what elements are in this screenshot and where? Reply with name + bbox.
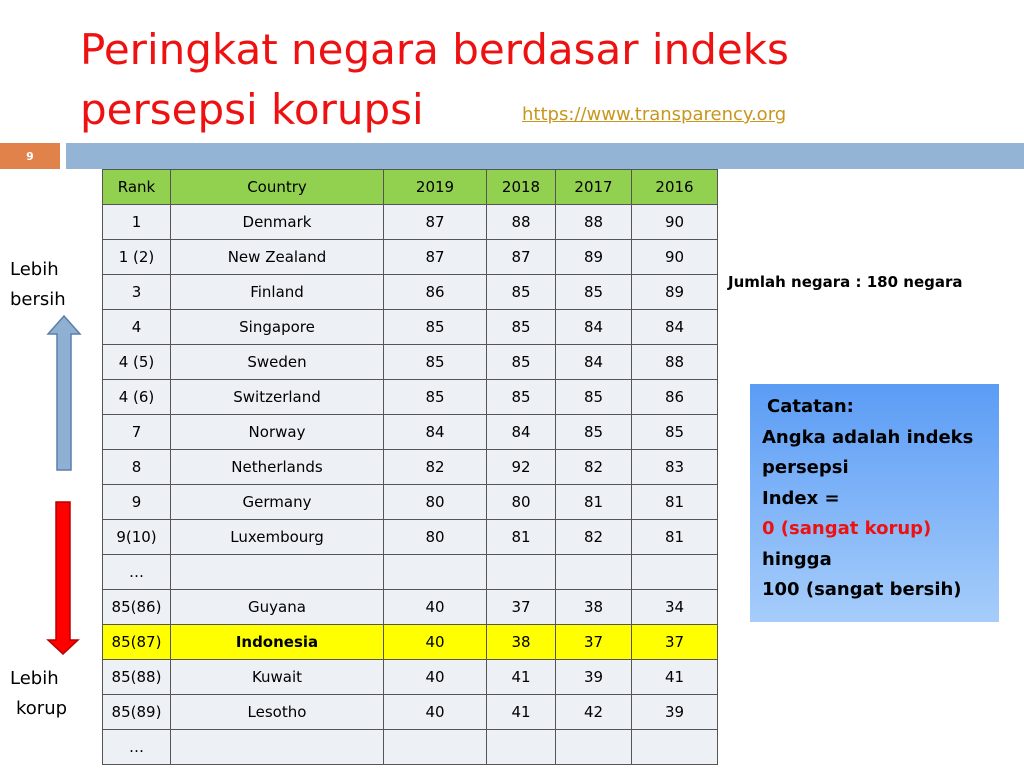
score-cell: 40 bbox=[384, 590, 487, 625]
table-row bbox=[103, 450, 718, 485]
corrupt-label-line-2: korup bbox=[16, 698, 68, 719]
score-cell bbox=[556, 555, 632, 590]
score-cell: 85 bbox=[556, 275, 632, 310]
score-cell: 82 bbox=[556, 520, 632, 555]
note-heading: Catatan: bbox=[767, 396, 854, 417]
rank-cell: 4 bbox=[103, 310, 171, 345]
note-box bbox=[750, 384, 999, 622]
country-cell: Kuwait bbox=[171, 660, 384, 695]
arrow-down-icon bbox=[48, 502, 78, 654]
score-cell: 87 bbox=[384, 240, 487, 275]
score-cell: 85 bbox=[384, 310, 487, 345]
score-cell: 87 bbox=[487, 240, 556, 275]
arrow-up-icon bbox=[48, 316, 80, 470]
column-header: Country bbox=[171, 170, 384, 205]
score-cell: 41 bbox=[487, 660, 556, 695]
score-cell: 85 bbox=[487, 275, 556, 310]
corrupt-label-line-1: Lebih bbox=[10, 668, 59, 689]
direction-arrows bbox=[40, 310, 90, 660]
score-cell: 80 bbox=[384, 485, 487, 520]
score-cell: 88 bbox=[632, 345, 718, 380]
score-cell: 38 bbox=[556, 590, 632, 625]
score-cell: 89 bbox=[556, 240, 632, 275]
score-cell: 84 bbox=[556, 345, 632, 380]
table-row bbox=[103, 240, 718, 275]
score-cell: 83 bbox=[632, 450, 718, 485]
country-cell bbox=[171, 555, 384, 590]
rank-cell: 9 bbox=[103, 485, 171, 520]
score-cell: 84 bbox=[632, 310, 718, 345]
score-cell: 85 bbox=[487, 380, 556, 415]
table-row bbox=[103, 205, 718, 240]
rank-cell: … bbox=[103, 555, 171, 590]
country-cell bbox=[171, 730, 384, 765]
rank-cell: 85(87) bbox=[103, 625, 171, 660]
score-cell: 84 bbox=[384, 415, 487, 450]
column-header: 2017 bbox=[556, 170, 632, 205]
score-cell: 82 bbox=[556, 450, 632, 485]
table-body bbox=[103, 205, 718, 765]
country-cell: Indonesia bbox=[171, 625, 384, 660]
table-row bbox=[103, 380, 718, 415]
score-cell: 82 bbox=[384, 450, 487, 485]
score-cell: 39 bbox=[556, 660, 632, 695]
corrupt-label bbox=[10, 664, 67, 724]
country-cell: Guyana bbox=[171, 590, 384, 625]
score-cell: 37 bbox=[632, 625, 718, 660]
score-cell: 81 bbox=[632, 520, 718, 555]
table-row bbox=[103, 520, 718, 555]
table-row bbox=[103, 695, 718, 730]
rank-cell: 85(86) bbox=[103, 590, 171, 625]
score-cell: 81 bbox=[487, 520, 556, 555]
table-row bbox=[103, 415, 718, 450]
rank-cell: 4 (5) bbox=[103, 345, 171, 380]
rank-cell: 9(10) bbox=[103, 520, 171, 555]
score-cell: 38 bbox=[487, 625, 556, 660]
country-cell: Luxembourg bbox=[171, 520, 384, 555]
ranking-table bbox=[102, 169, 718, 765]
country-cell: Lesotho bbox=[171, 695, 384, 730]
cleaner-label-line-2: bersih bbox=[10, 289, 66, 310]
table-row-highlighted bbox=[103, 625, 718, 660]
rank-cell: 1 bbox=[103, 205, 171, 240]
score-cell: 90 bbox=[632, 205, 718, 240]
score-cell: 41 bbox=[632, 660, 718, 695]
table-row bbox=[103, 310, 718, 345]
score-cell: 85 bbox=[556, 415, 632, 450]
note-line-2: persepsi bbox=[762, 457, 849, 478]
score-cell: 40 bbox=[384, 660, 487, 695]
score-cell: 80 bbox=[487, 485, 556, 520]
score-cell bbox=[632, 555, 718, 590]
table-header-row bbox=[103, 170, 718, 205]
country-cell: Denmark bbox=[171, 205, 384, 240]
title-line-1: Peringkat negara berdasar indeks bbox=[80, 25, 789, 74]
table-row bbox=[103, 485, 718, 520]
slide-number: 9 bbox=[0, 143, 60, 169]
score-cell: 86 bbox=[632, 380, 718, 415]
rank-cell: 85(89) bbox=[103, 695, 171, 730]
score-cell: 92 bbox=[487, 450, 556, 485]
score-cell: 85 bbox=[487, 310, 556, 345]
source-link[interactable]: https://www.transparency.org bbox=[522, 104, 787, 125]
score-cell bbox=[384, 730, 487, 765]
column-header: Rank bbox=[103, 170, 171, 205]
note-line-4: 0 (sangat korup) bbox=[762, 518, 932, 539]
score-cell: 42 bbox=[556, 695, 632, 730]
score-cell: 88 bbox=[556, 205, 632, 240]
cleaner-label bbox=[10, 255, 66, 315]
note-line-5: hingga bbox=[762, 548, 832, 570]
score-cell: 85 bbox=[487, 345, 556, 380]
country-cell: Sweden bbox=[171, 345, 384, 380]
score-cell: 85 bbox=[556, 380, 632, 415]
country-count: Jumlah negara : 180 negara bbox=[728, 273, 963, 291]
country-cell: Netherlands bbox=[171, 450, 384, 485]
score-cell: 85 bbox=[632, 415, 718, 450]
score-cell: 39 bbox=[632, 695, 718, 730]
table-row bbox=[103, 590, 718, 625]
score-cell: 87 bbox=[384, 205, 487, 240]
rank-cell: … bbox=[103, 730, 171, 765]
rank-cell: 1 (2) bbox=[103, 240, 171, 275]
score-cell: 81 bbox=[632, 485, 718, 520]
rank-cell: 7 bbox=[103, 415, 171, 450]
rank-cell: 3 bbox=[103, 275, 171, 310]
score-cell: 37 bbox=[487, 590, 556, 625]
score-cell: 84 bbox=[556, 310, 632, 345]
table-row bbox=[103, 730, 718, 765]
cleaner-label-line-1: Lebih bbox=[10, 259, 59, 280]
title-line-2: persepsi korupsi bbox=[80, 85, 424, 134]
rank-cell: 85(88) bbox=[103, 660, 171, 695]
score-cell: 34 bbox=[632, 590, 718, 625]
score-cell bbox=[556, 730, 632, 765]
score-cell bbox=[487, 730, 556, 765]
score-cell bbox=[487, 555, 556, 590]
score-cell: 81 bbox=[556, 485, 632, 520]
score-cell: 41 bbox=[487, 695, 556, 730]
column-header: 2016 bbox=[632, 170, 718, 205]
score-cell: 88 bbox=[487, 205, 556, 240]
column-header: 2018 bbox=[487, 170, 556, 205]
country-cell: Singapore bbox=[171, 310, 384, 345]
score-cell: 90 bbox=[632, 240, 718, 275]
score-cell: 40 bbox=[384, 625, 487, 660]
score-cell bbox=[632, 730, 718, 765]
country-cell: Norway bbox=[171, 415, 384, 450]
note-line-6: 100 (sangat bersih) bbox=[762, 579, 962, 600]
header-band bbox=[66, 143, 1024, 169]
score-cell: 84 bbox=[487, 415, 556, 450]
score-cell: 85 bbox=[384, 380, 487, 415]
table-row bbox=[103, 555, 718, 590]
table-row bbox=[103, 345, 718, 380]
score-cell bbox=[384, 555, 487, 590]
rank-cell: 4 (6) bbox=[103, 380, 171, 415]
score-cell: 86 bbox=[384, 275, 487, 310]
score-cell: 85 bbox=[384, 345, 487, 380]
country-cell: Germany bbox=[171, 485, 384, 520]
column-header: 2019 bbox=[384, 170, 487, 205]
note-line-1: Angka adalah indeks bbox=[762, 426, 974, 448]
table-row bbox=[103, 660, 718, 695]
score-cell: 37 bbox=[556, 625, 632, 660]
rank-cell: 8 bbox=[103, 450, 171, 485]
note-line-3: Index = bbox=[762, 487, 840, 509]
score-cell: 89 bbox=[632, 275, 718, 310]
country-cell: Switzerland bbox=[171, 380, 384, 415]
country-cell: New Zealand bbox=[171, 240, 384, 275]
table-row bbox=[103, 275, 718, 310]
score-cell: 80 bbox=[384, 520, 487, 555]
score-cell: 40 bbox=[384, 695, 487, 730]
country-cell: Finland bbox=[171, 275, 384, 310]
